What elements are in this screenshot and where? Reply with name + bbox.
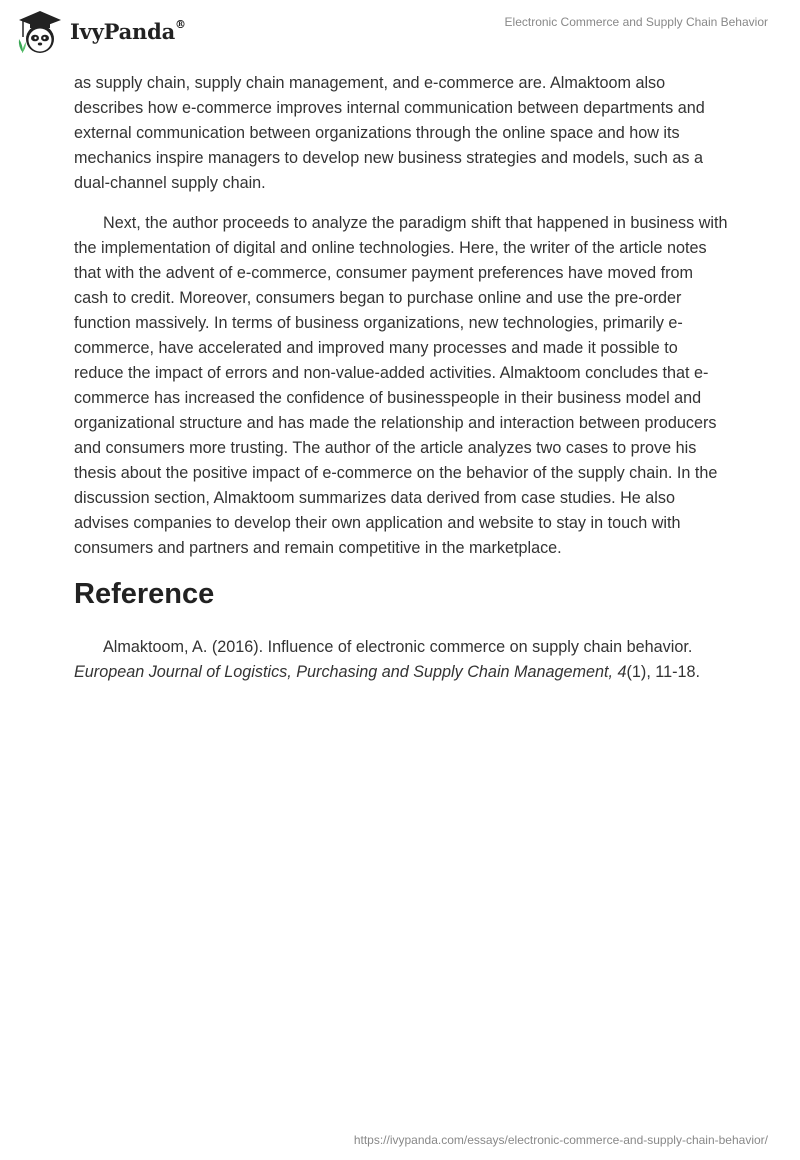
paragraph-continued: as supply chain, supply chain management, and e-commerce are. Almaktoom also describes how e-commerce improves internal communication between departments and external communication between organizations through the online space and how its mechanics inspire managers to develop new business strategies and models, such as a dual-channel supply chain. [74,74,705,192]
reference-issue-pages: (1), 11-18. [626,663,701,681]
running-title: Electronic Commerce and Supply Chain Behavior [504,15,768,29]
essay-body [74,71,730,685]
ivypanda-logo[interactable] [16,7,186,57]
brand-name: IvyPanda® [70,17,186,44]
panda-graduate-icon [16,9,64,55]
reference-authors: Almaktoom, A. (2016). Influence of electronic commerce on supply chain behavior. [103,638,693,656]
reference-heading: Reference [74,578,215,610]
reference-journal: European Journal of Logistics, Purchasing and Supply Chain Management, 4 [74,663,627,681]
registered-mark: ® [175,17,186,31]
source-url[interactable]: https://ivypanda.com/essays/electronic-commerce-and-supply-chain-behavior/ [353,1133,768,1147]
reference-entry [74,635,730,685]
paragraph: Next, the author proceeds to analyze the paradigm shift that happened in business with the implementation of digital and online technologies. Here, the writer of the article notes that with the advent of e-commerce, consumer payment preferences have moved from cash to credit. Moreover, consumers began to purchase online and use the pre-order function massively. In terms of business organizations, new technologies, primarily e-commerce, have accelerated and improved many processes and made it possible to reduce the impact of errors and non-value-added activities. Almaktoom concludes that e-commerce has increased the confidence of businesspeople in their business model and organizational structure and has made the relationship and interaction between producers and consumers more trusting. The author of the article analyzes two cases to prove his thesis about the positive impact of e-commerce on the behavior of the supply chain. In the discussion section, Almaktoom summarizes data derived from case studies. He also advises companies to develop their own application and website to stay in touch with consumers and partners and remain competitive in the marketplace. [74,214,728,557]
